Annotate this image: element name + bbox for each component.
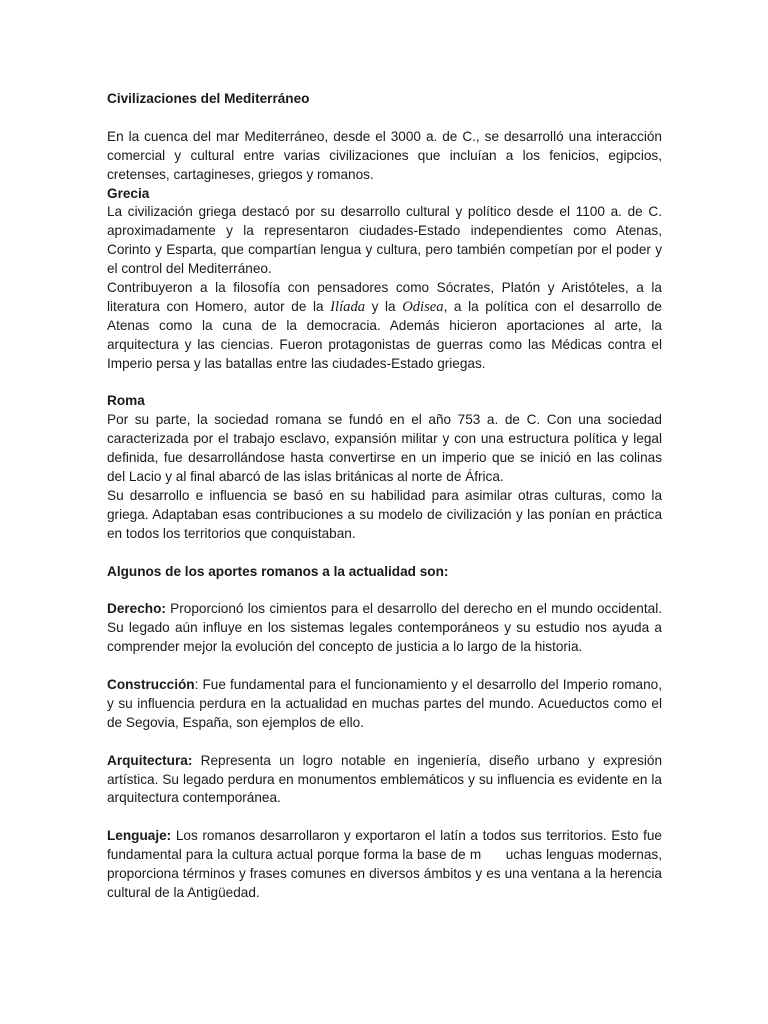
aporte-text: Representa un logro notable en ingeniería, diseño urbano y expresión artística. Su legado perdura en monumentos emblemáticos y su influencia es evidente en la arquitectura contemporánea. [107,752,662,806]
roma-paragraph-2: Su desarrollo e influencia se basó en su habilidad para asimilar otras culturas, como la griega. Adaptaban esas contribuciones a su modelo de civilización y las ponían en práctica en todos los territorios que conquistaban. [107,488,662,541]
aporte-term: Construcción [107,677,195,693]
spacer [107,374,662,393]
grecia-p2-text-y: y la [365,298,403,314]
aporte-text: Proporcionó los cimientos para el desarrollo del derecho en el mundo occidental. Su legado aún influye en los sistemas legales contemporáneos y su estudio nos ayuda a comprender mejor la evolución del concepto de justicia a lo largo de la historia. [107,601,662,655]
aporte-arquitectura [107,752,662,809]
spacer [107,808,662,827]
aporte-text: : Fue fundamental para el funcionamiento y el desarrollo del Imperio romano, y su influencia perdura en la actualidad en muchas partes del mundo. Acueductos como el de Segovia, España, son ejemplos de ello. [107,677,662,730]
aporte-derecho [107,600,662,657]
intro-paragraph: En la cuenca del mar Mediterráneo, desde el 3000 a. de C., se desarrolló una interacción comercial y cultural entre varias civilizaciones que incluían a los fenicios, egipcios, cretenses, cartagineses, griegos y romanos. [107,128,662,182]
iliada-title: Ilíada [330,298,366,315]
grecia-p2-text-a: Contribuyeron a la filosofía con pensadores como Sócrates, Platón y Aristóteles, a la literatura con Homero, autor de la [107,280,662,314]
odisea-title: Odisea [402,298,444,315]
grecia-paragraph-1: La civilización griega destacó por su desarrollo cultural y político desde el 1100 a. de C. aproximadamente y la representaron ciudades-Estado independientes como Atenas, Corinto y Esparta, que compartían lengua y cultura, pero también competían por el poder y el control del Mediterráneo. [107,204,662,277]
grecia-paragraph-2 [107,279,662,374]
roma-paragraph-1: Por su parte, la sociedad romana se fundó en el año 753 a. de C. Con una sociedad caracterizada por el trabajo esclavo, expansión militar y con una estructura política y legal definida, fue desarrollándose hasta convertirse en un imperio que se inició en las colinas del Lacio y al final abarcó de las islas británicas al norte de África. [107,412,662,485]
spacer [107,733,662,752]
aporte-term: Arquitectura: [107,752,193,768]
document-page [107,90,666,903]
aporte-text: Los romanos desarrollaron y exportaron el latín a todos sus territorios. Esto fue fundamental para la cultura actual porque forma la base de m uchas lenguas modernas, proporciona términos y frases comunes en diversos ámbitos y es una ventana a la herencia cultural de la Antigüedad. [107,828,666,900]
aporte-construccion [107,676,662,733]
aporte-lenguaje [107,827,666,903]
spacer [107,109,662,128]
grecia-p2-text-b: , a la política con el desarrollo de Atenas como la cuna de la democracia. Además hicieron aportaciones al arte, la arquitectura y las ciencias. Fueron protagonistas de guerras como las Médicas contra el Imperio persa y las batallas entre las ciudades-Estado griegas. [107,298,662,371]
spacer [107,582,662,601]
grecia-heading: Grecia [107,185,150,201]
spacer [107,657,662,676]
document-title: Civilizaciones del Mediterráneo [107,91,310,106]
spacer [107,544,662,563]
aporte-term: Lenguaje: [107,828,172,844]
roma-heading: Roma [107,393,145,409]
aportes-heading: Algunos de los aportes romanos a la actualidad son: [107,563,449,579]
aporte-term: Derecho: [107,601,166,617]
